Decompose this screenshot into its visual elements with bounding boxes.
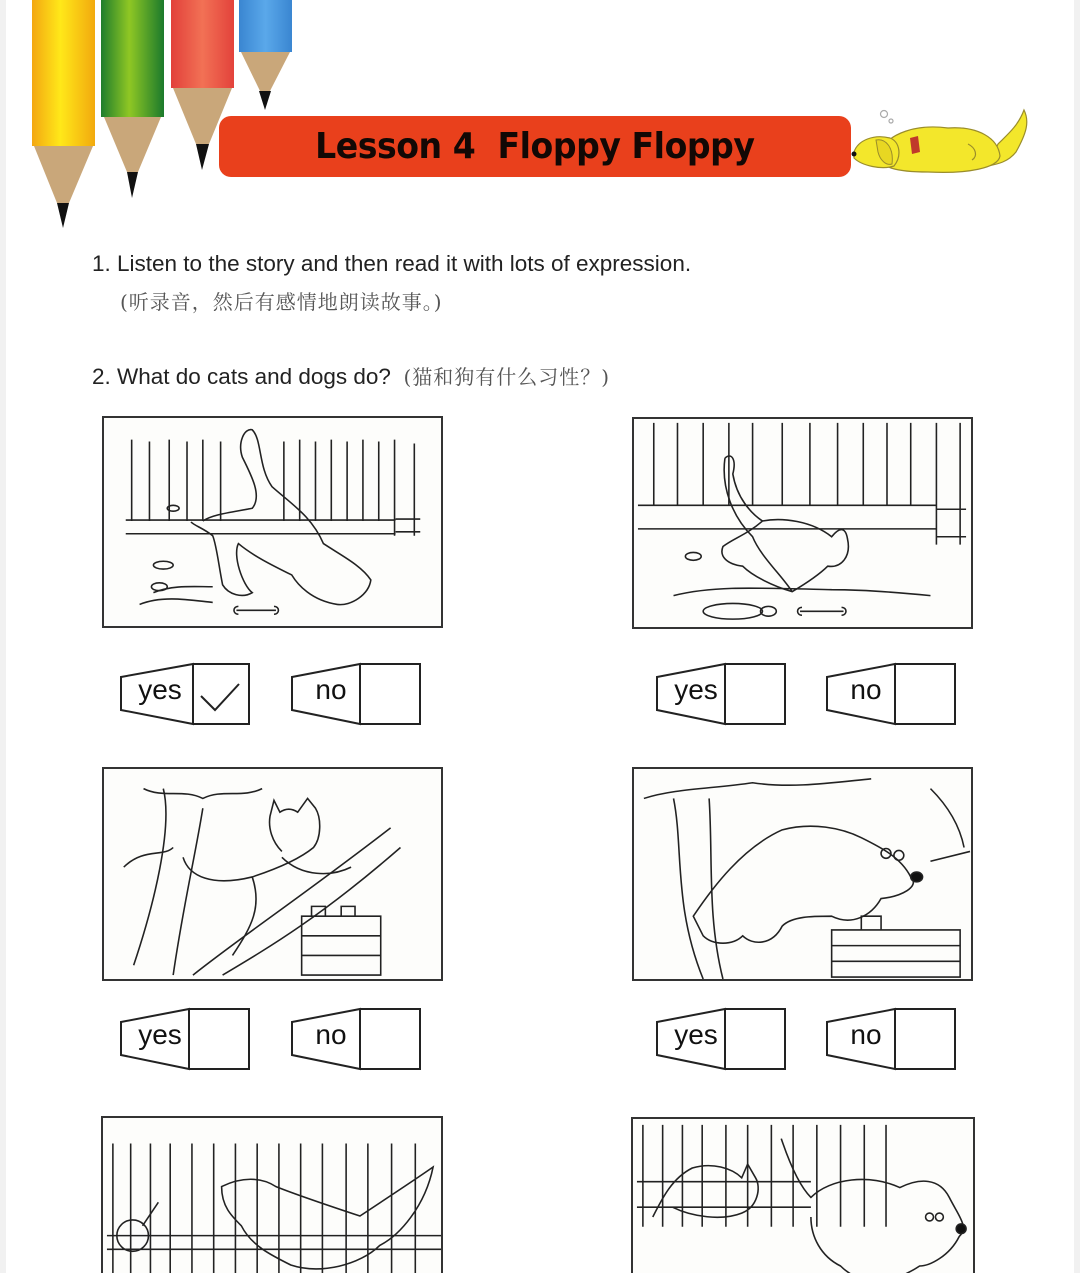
answer-yes-3 — [119, 1007, 249, 1071]
instruction-1-translation: (听录音，然后有感情地朗读故事。) — [120, 290, 443, 314]
page-edge-right — [1074, 0, 1080, 1273]
picture-dog-digging — [102, 416, 443, 628]
answer-yes-4 — [655, 1007, 785, 1071]
answer-yes-2 — [655, 662, 785, 726]
yes-checkbox-1[interactable] — [195, 674, 245, 722]
no-checkbox-3[interactable] — [366, 1019, 416, 1067]
no-checkbox-1[interactable] — [366, 674, 416, 722]
green-pencil-illustration — [101, 0, 165, 200]
answer-yes-1 — [119, 662, 249, 726]
answer-no-4 — [825, 1007, 955, 1071]
instruction-2-english: 2. What do cats and dogs do? — [92, 364, 391, 389]
picture-cat-climbing-tree — [102, 767, 443, 981]
no-checkbox-2[interactable] — [901, 674, 951, 722]
yes-label: yes — [138, 1019, 182, 1050]
no-label: no — [315, 674, 347, 705]
sleeping-dog-illustration — [848, 104, 1040, 183]
picture-dog-chasing-cat — [101, 1116, 443, 1273]
yes-checkbox-2[interactable] — [731, 674, 781, 722]
check-mark-icon — [201, 684, 239, 710]
yes-checkbox-3[interactable] — [195, 1019, 245, 1067]
lesson-title-banner — [219, 116, 851, 177]
blue-pencil-illustration — [238, 0, 294, 112]
no-label: no — [850, 674, 882, 705]
yes-label: yes — [138, 674, 182, 705]
answer-no-1 — [290, 662, 420, 726]
answer-no-2 — [825, 662, 955, 726]
instruction-2-translation: (猫和狗有什么习性？) — [403, 365, 611, 389]
answer-no-3 — [290, 1007, 420, 1071]
instruction-2-text — [92, 361, 610, 390]
picture-cat-digging — [632, 417, 973, 629]
picture-cat-chasing-dog — [631, 1117, 975, 1273]
no-label: no — [850, 1019, 882, 1050]
page-edge-left — [0, 0, 6, 1273]
instruction-1-text: 1. Listen to the story and then read it with lots of expression. — [92, 251, 692, 276]
lesson-title: Lesson 4 Floppy Floppy — [315, 126, 755, 167]
yes-label: yes — [674, 674, 718, 705]
yes-label: yes — [674, 1019, 718, 1050]
yellow-pencil-illustration — [32, 0, 96, 230]
yes-checkbox-4[interactable] — [731, 1019, 781, 1067]
no-label: no — [315, 1019, 347, 1050]
no-checkbox-4[interactable] — [901, 1019, 951, 1067]
picture-dog-climbing-tree — [632, 767, 973, 981]
